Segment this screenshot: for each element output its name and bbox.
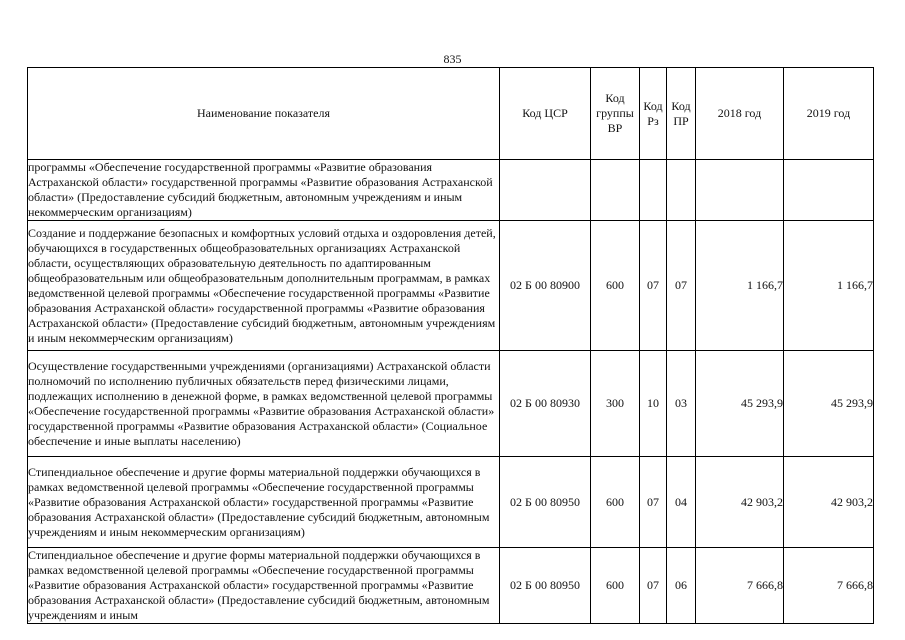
row-pr-code [667, 160, 696, 221]
row-name: Стипендиальное обеспечение и другие формы материальной поддержки обучающихся в рамках ведомственной целевой программы «Обеспечение государственной программы «Развитие образования Астраханской области» государственной программы «Развитие образования Астраханской области» (Предоставление субсидий бюджетным, автономным учреждениям и иным [28, 548, 500, 624]
row-value-2018: 7 666,8 [696, 548, 784, 624]
table-row [28, 221, 874, 351]
table-row [28, 351, 874, 457]
row-rz-code: 07 [640, 221, 667, 351]
row-csr-code: 02 Б 00 80930 [500, 351, 591, 457]
row-value-2019: 7 666,8 [784, 548, 874, 624]
row-value-2018: 42 903,2 [696, 457, 784, 548]
row-value-2019: 1 166,7 [784, 221, 874, 351]
header-csr-code: Код ЦСР [500, 68, 591, 160]
table-header [28, 68, 874, 160]
row-pr-code: 06 [667, 548, 696, 624]
row-value-2018: 1 166,7 [696, 221, 784, 351]
row-value-2019: 42 903,2 [784, 457, 874, 548]
row-vr-code [591, 160, 640, 221]
row-pr-code: 07 [667, 221, 696, 351]
row-name: Осуществление государственными учреждениями (организациями) Астраханской области полномочий по исполнению публичных обязательств перед физическими лицами, подлежащих исполнению в денежной форме, в рамках ведомственной целевой программы «Обеспечение государственной программы «Развитие образования Астраханской области» государственной программы «Развитие образования Астраханской области» (Социальное обеспечение и иные выплаты населению) [28, 351, 500, 457]
row-csr-code: 02 Б 00 80950 [500, 548, 591, 624]
row-rz-code: 10 [640, 351, 667, 457]
row-vr-code: 600 [591, 457, 640, 548]
row-vr-code: 600 [591, 548, 640, 624]
row-pr-code: 03 [667, 351, 696, 457]
header-row [28, 68, 874, 160]
page-number: 835 [443, 52, 462, 66]
header-rz-code: Код Рз [640, 68, 667, 160]
row-vr-code: 600 [591, 221, 640, 351]
table-body [28, 160, 874, 624]
header-vr-code: Код группы ВР [591, 68, 640, 160]
header-year-2018: 2018 год [696, 68, 784, 160]
table-row [28, 548, 874, 624]
header-name: Наименование показателя [28, 68, 500, 160]
row-name: Стипендиальное обеспечение и другие формы материальной поддержки обучающихся в рамках ведомственной целевой программы «Обеспечение государственной программы «Развитие образования Астраханской области» государственной программы «Развитие образования Астраханской области» (Предоставление субсидий бюджетным, автономным учреждениям и иным некоммерческим организациям) [28, 457, 500, 548]
header-year-2019: 2019 год [784, 68, 874, 160]
row-rz-code: 07 [640, 548, 667, 624]
row-name: программы «Обеспечение государственной программы «Развитие образования Астраханской области» государственной программы «Развитие образования Астраханской области» (Предоставление субсидий бюджетным, автономным учреждениям и иным некоммерческим организациям) [28, 160, 500, 221]
row-csr-code: 02 Б 00 80950 [500, 457, 591, 548]
row-value-2018: 45 293,9 [696, 351, 784, 457]
table-row [28, 160, 874, 221]
header-pr-code: Код ПР [667, 68, 696, 160]
table-row [28, 457, 874, 548]
row-value-2019 [784, 160, 874, 221]
row-value-2018 [696, 160, 784, 221]
row-rz-code: 07 [640, 457, 667, 548]
row-csr-code [500, 160, 591, 221]
row-vr-code: 300 [591, 351, 640, 457]
row-name: Создание и поддержание безопасных и комфортных условий отдыха и оздоровления детей, обучающихся в государственных общеобразовательных организациях Астраханской области, осуществляющих образовательную деятельность по адаптированным общеобразовательным или общеобразовательным дополнительным программам, в рамках ведомственной целевой программы «Обеспечение государственной программы «Развитие образования Астраханской области» государственной программы «Развитие образования Астраханской области» (Предоставление субсидий бюджетным, автономным учреждениям и иным некоммерческим организациям) [28, 221, 500, 351]
row-value-2019: 45 293,9 [784, 351, 874, 457]
row-csr-code: 02 Б 00 80900 [500, 221, 591, 351]
row-rz-code [640, 160, 667, 221]
row-pr-code: 04 [667, 457, 696, 548]
budget-table [27, 67, 874, 624]
